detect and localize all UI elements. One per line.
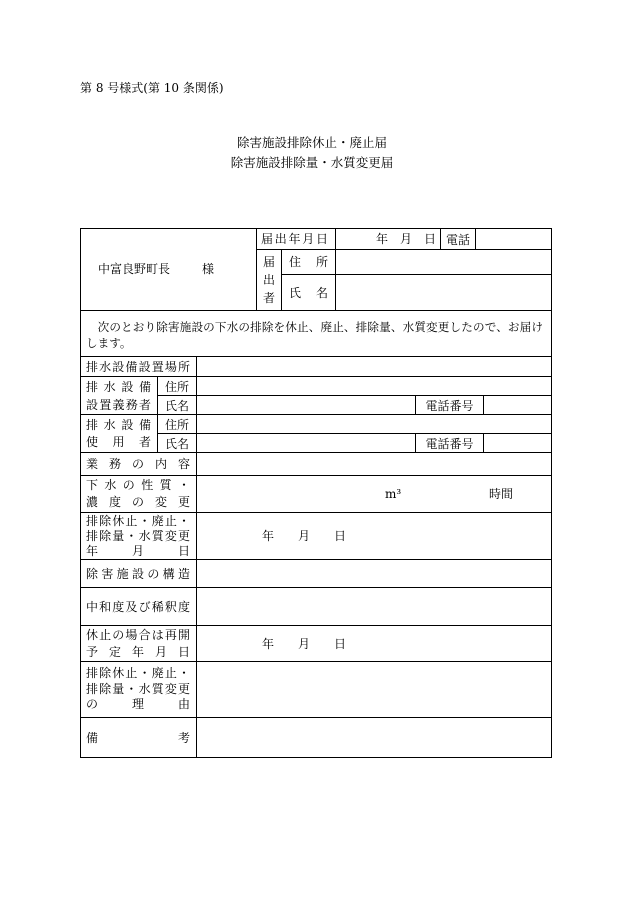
label-line: 下水の性質・ bbox=[86, 478, 190, 492]
user-label bbox=[80, 414, 158, 453]
label-line: 予定年月日 bbox=[86, 644, 190, 659]
sewage-quality-change-field[interactable] bbox=[196, 475, 552, 513]
volume-unit: m³ bbox=[385, 487, 402, 501]
drainage-location-label bbox=[80, 356, 197, 377]
label-line: 除害施設の構造 bbox=[86, 566, 190, 581]
obligor-name-label bbox=[157, 395, 197, 415]
change-date-field[interactable] bbox=[196, 512, 552, 560]
user-name-label bbox=[157, 433, 197, 453]
statement-cell bbox=[80, 310, 552, 357]
obligor-name-label-text: 氏名 bbox=[164, 398, 189, 413]
change-reason-label bbox=[80, 661, 197, 718]
neutralization-dilution-label bbox=[80, 587, 197, 626]
sewage-quality-change-label bbox=[80, 475, 197, 513]
user-phone-field[interactable] bbox=[483, 433, 552, 453]
form-title-line-1: 除害施設排除休止・廃止届 bbox=[236, 135, 387, 150]
user-name-label-text: 氏名 bbox=[164, 436, 189, 451]
label-line: 年月日 bbox=[86, 543, 190, 558]
label-line: 排除量・水質変更 bbox=[86, 528, 190, 543]
label-line: 濃度の変更 bbox=[86, 495, 190, 509]
recipient-cell bbox=[80, 228, 257, 311]
label-line: の理由 bbox=[86, 697, 190, 712]
recipient-honorific: 様 bbox=[202, 262, 215, 276]
user-phone-label-text: 電話番号 bbox=[425, 436, 474, 451]
obligor-phone-label-text: 電話番号 bbox=[425, 398, 474, 413]
label-line: 排除休止・廃止・ bbox=[86, 666, 190, 681]
applicant-name-label-text: 氏名 bbox=[289, 285, 328, 300]
label-line: 設置義務者 bbox=[86, 397, 151, 412]
submission-date-field[interactable] bbox=[335, 228, 441, 250]
change-date-text: 年 月 日 bbox=[262, 529, 347, 543]
label-line: 排水設備 bbox=[86, 417, 151, 432]
applicant-name-field[interactable] bbox=[335, 274, 552, 311]
user-address-field[interactable] bbox=[196, 414, 552, 434]
applicant-name-label bbox=[281, 274, 336, 311]
resume-date-label bbox=[80, 625, 197, 662]
phone-label bbox=[440, 228, 476, 250]
obligor-address-label-text: 住所 bbox=[164, 379, 189, 394]
obligor-name-field[interactable] bbox=[196, 395, 416, 415]
change-reason-field[interactable] bbox=[196, 661, 552, 718]
label-line: 排除量・水質変更 bbox=[86, 681, 190, 696]
user-address-label bbox=[157, 414, 197, 434]
applicant-address-label bbox=[281, 249, 336, 275]
change-date-label bbox=[80, 512, 197, 560]
label-line: 使用者 bbox=[86, 434, 151, 449]
phone-field[interactable] bbox=[475, 228, 552, 250]
applicant-label-text: 届出者 bbox=[263, 255, 276, 305]
user-address-label-text: 住所 bbox=[164, 417, 189, 432]
label-line: 備考 bbox=[86, 730, 190, 745]
business-content-label bbox=[80, 452, 197, 476]
user-phone-label bbox=[415, 433, 484, 453]
drainage-location-field[interactable] bbox=[196, 356, 552, 377]
label-line: 中和度及び稀釈度 bbox=[86, 599, 190, 614]
obligor-address-label bbox=[157, 376, 197, 396]
resume-date-field[interactable] bbox=[196, 625, 552, 662]
user-name-field[interactable] bbox=[196, 433, 416, 453]
treatment-structure-field[interactable] bbox=[196, 559, 552, 588]
form-title-line-2: 除害施設排除量・水質変更届 bbox=[230, 155, 394, 170]
neutralization-dilution-field[interactable] bbox=[196, 587, 552, 626]
treatment-structure-label bbox=[80, 559, 197, 588]
obligor-phone-field[interactable] bbox=[483, 395, 552, 415]
statement-text: 次のとおり除害施設の下水の排除を休止、廃止、排除量、水質変更したので、お届けします。 bbox=[86, 320, 543, 350]
label-line: 業務の内容 bbox=[86, 457, 190, 471]
form-title bbox=[112, 133, 512, 173]
resume-date-text: 年 月 日 bbox=[262, 636, 347, 651]
phone-label-text: 電話 bbox=[445, 232, 470, 247]
submission-date-label-text: 届出年月日 bbox=[261, 232, 328, 246]
obligor-address-field[interactable] bbox=[196, 376, 552, 396]
label-line: 排水設備 bbox=[86, 379, 151, 394]
remarks-field[interactable] bbox=[196, 717, 552, 758]
obligor-label bbox=[80, 376, 158, 415]
label-line: 排水設備設置場所 bbox=[86, 359, 190, 374]
submission-date-text: 年 月 日 bbox=[376, 232, 437, 246]
label-line: 排除休止・廃止・ bbox=[86, 513, 190, 528]
submission-date-label bbox=[256, 228, 336, 250]
applicant-address-label-text: 住所 bbox=[289, 255, 328, 269]
label-line: 休止の場合は再開 bbox=[86, 627, 190, 642]
recipient-name: 中富良野町長 bbox=[98, 262, 171, 276]
obligor-phone-label bbox=[415, 395, 484, 415]
applicant-address-field[interactable] bbox=[335, 249, 552, 275]
remarks-label bbox=[80, 717, 197, 758]
form-number: 第 8 号様式(第 10 条関係) bbox=[80, 81, 224, 95]
applicant-label bbox=[256, 249, 282, 311]
business-content-field[interactable] bbox=[196, 452, 552, 476]
time-unit: 時間 bbox=[489, 487, 514, 501]
